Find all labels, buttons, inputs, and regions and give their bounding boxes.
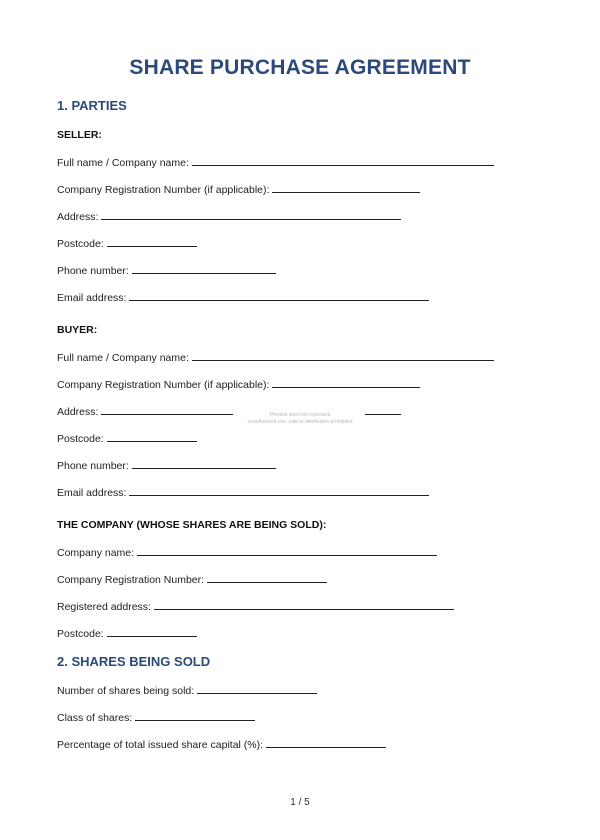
company-reg-number-field <box>57 573 327 586</box>
shares-percentage-input[interactable] <box>266 738 386 748</box>
company-postcode-label: Postcode: <box>57 628 104 640</box>
preview-watermark <box>200 412 400 426</box>
shares-class-field <box>57 711 255 724</box>
watermark-line-2: unauthorized use, sale or distribution prohibited <box>247 419 353 425</box>
seller-phone-label: Phone number: <box>57 265 129 277</box>
company-name-field <box>57 546 437 559</box>
seller-postcode-field <box>57 237 197 250</box>
company-postcode-input[interactable] <box>107 627 197 637</box>
buyer-phone-input[interactable] <box>132 459 276 469</box>
shares-percentage-field <box>57 738 386 751</box>
company-reg-number-input[interactable] <box>207 573 327 583</box>
document-title: SHARE PURCHASE AGREEMENT <box>129 56 471 79</box>
buyer-full-name-field <box>57 351 494 364</box>
company-reg-number-label: Company Registration Number: <box>57 574 205 586</box>
seller-full-name-input[interactable] <box>192 156 494 166</box>
buyer-address-label: Address: <box>57 406 99 418</box>
buyer-postcode-input[interactable] <box>107 432 197 442</box>
shares-number-label: Number of shares being sold: <box>57 685 195 697</box>
buyer-postcode-label: Postcode: <box>57 433 104 445</box>
section-heading-shares: 2. SHARES BEING SOLD <box>57 654 211 669</box>
shares-class-label: Class of shares: <box>57 712 133 724</box>
buyer-full-name-input[interactable] <box>192 351 494 361</box>
buyer-email-field <box>57 486 429 499</box>
buyer-reg-number-field <box>57 378 420 391</box>
seller-full-name-field <box>57 156 494 169</box>
seller-reg-number-field <box>57 183 420 196</box>
seller-phone-field <box>57 264 276 277</box>
seller-full-name-label: Full name / Company name: <box>57 157 189 169</box>
buyer-phone-field <box>57 459 276 472</box>
watermark-line-1: Preview does not represent <box>269 412 331 418</box>
seller-email-input[interactable] <box>129 291 429 301</box>
section-heading-parties: 1. PARTIES <box>57 98 127 113</box>
shares-class-input[interactable] <box>135 711 255 721</box>
shares-percentage-label: Percentage of total issued share capital (%): <box>57 739 264 751</box>
company-name-input[interactable] <box>137 546 437 556</box>
seller-address-field <box>57 210 401 223</box>
company-registered-address-label: Registered address: <box>57 601 151 613</box>
seller-address-label: Address: <box>57 211 99 223</box>
buyer-email-input[interactable] <box>129 486 429 496</box>
buyer-email-label: Email address: <box>57 487 127 499</box>
company-postcode-field <box>57 627 197 640</box>
seller-reg-number-label: Company Registration Number (if applicable): <box>57 184 270 196</box>
seller-email-field <box>57 291 429 304</box>
seller-postcode-input[interactable] <box>107 237 197 247</box>
seller-label: SELLER: <box>57 129 102 141</box>
seller-address-input[interactable] <box>101 210 401 220</box>
seller-phone-input[interactable] <box>132 264 276 274</box>
page-number: 1 / 5 <box>290 797 310 808</box>
company-label: THE COMPANY (WHOSE SHARES ARE BEING SOLD): <box>57 519 327 531</box>
buyer-full-name-label: Full name / Company name: <box>57 352 189 364</box>
buyer-phone-label: Phone number: <box>57 460 129 472</box>
buyer-reg-number-label: Company Registration Number (if applicable): <box>57 379 270 391</box>
buyer-reg-number-input[interactable] <box>272 378 420 388</box>
shares-number-field <box>57 684 317 697</box>
company-registered-address-input[interactable] <box>154 600 454 610</box>
seller-email-label: Email address: <box>57 292 127 304</box>
company-registered-address-field <box>57 600 454 613</box>
shares-number-input[interactable] <box>197 684 317 694</box>
company-name-label: Company name: <box>57 547 135 559</box>
buyer-postcode-field <box>57 432 197 445</box>
seller-postcode-label: Postcode: <box>57 238 104 250</box>
seller-reg-number-input[interactable] <box>272 183 420 193</box>
buyer-label: BUYER: <box>57 324 98 336</box>
